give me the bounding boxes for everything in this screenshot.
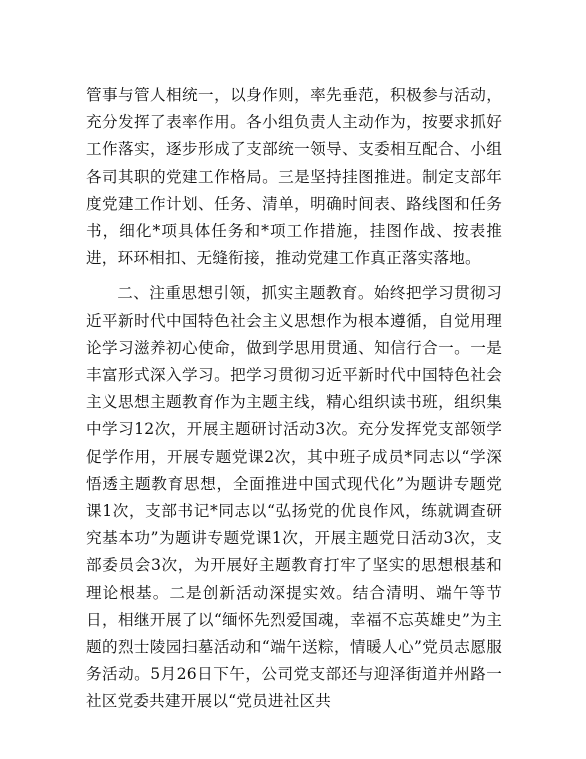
body-paragraph-continued: 管事与管人相统一，以身作则，率先垂范，积极参与活动，充分发挥了表率作用。各小组负责人主动作为，按要求抓好工作落实，逐步形成了支部统一领导、支委相互配合、小组各司其职的党建工作格局。三是坚持挂图推进。制定支部年度党建工作计划、任务、清单，明确时间表、路线图和任务书，细化*项具体任务和*项工作措施，挂图作战、按表推进，环环相扣、无缝衔接，推动党建工作真正落实落地。 bbox=[86, 86, 502, 268]
body-paragraph-section-two: 二、注重思想引领，抓实主题教育。始终把学习贯彻习近平新时代中国特色社会主义思想作为根本遵循，自觉用理论学习滋养初心使命，做到学思用贯通、知信行合一。一是丰富形式深入学习。把学习贯彻习近平新时代中国特色社会主义思想主题教育作为主题主线，精心组织读书班，组织集中学习12次，开展主题研讨活动3次。充分发挥党支部领学促学作用，开展专题党课2次，其中班子成员*同志以“学深悟透主题教育思想，全面推进中国式现代化”为题讲专题党课1次，支部书记*同志以“弘扬党的优良作风，练就调查研究基本功”为题讲专题党课1次，开展主题党日活动3次，支部委员会3次，为开展好主题教育打牢了坚实的思想根基和理论根基。二是创新活动深提实效。结合清明、端午等节日，相继开展了以“缅怀先烈爱国魂，幸福不忘英雄史”为主题的烈士陵园扫墓活动和“端午送粽，情暖人心”党员志愿服务活动。5月26日下午，公司党支部还与迎泽街道并州路一社区党委共建开展以“党员进社区共 bbox=[86, 284, 502, 711]
